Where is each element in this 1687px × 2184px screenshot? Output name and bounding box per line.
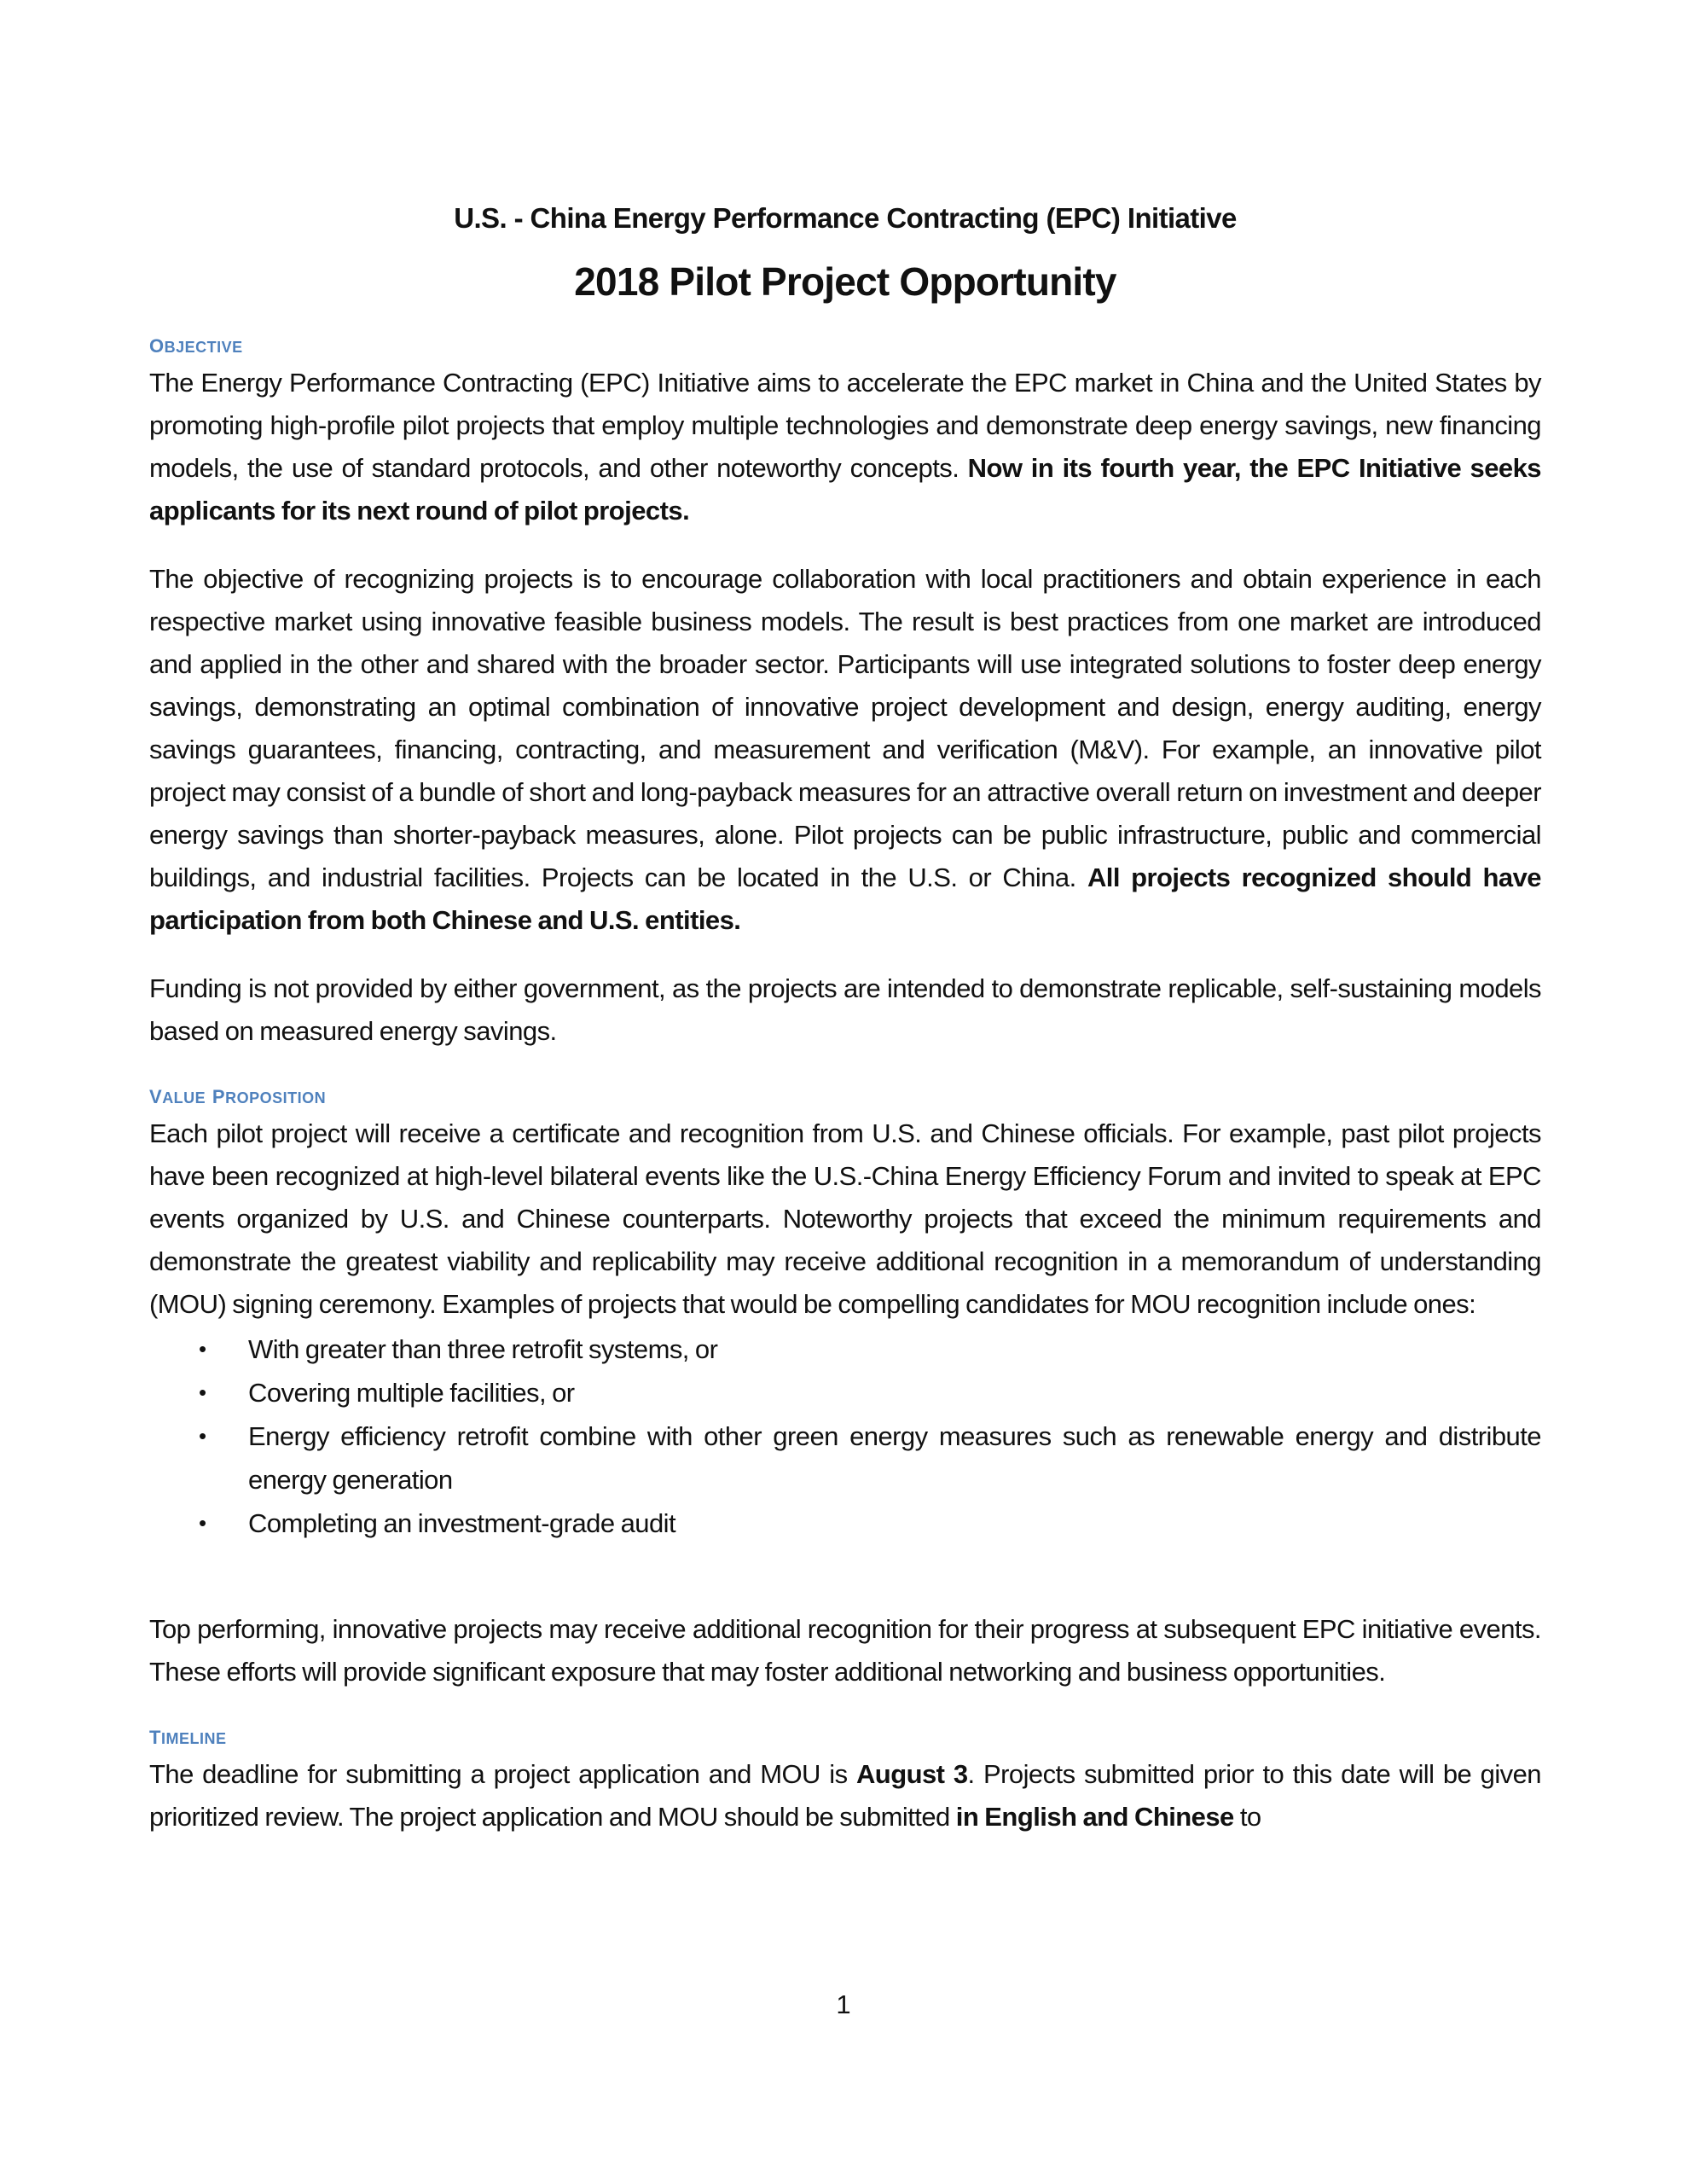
bullet-icon: •	[199, 1510, 206, 1536]
list-item	[149, 1327, 1541, 1371]
heading-word: value	[149, 1078, 206, 1109]
section-value-proposition	[149, 1078, 1541, 1693]
timeline-text-2: . Projects submitted prior to this date will be given prioritized review. The project application and MOU should be submitted	[149, 1759, 1541, 1832]
bullet-icon: •	[199, 1380, 206, 1405]
heading-word: proposition	[212, 1078, 327, 1109]
objective-paragraph-1-text: The Energy Performance Contracting (EPC) Initiative aims to accelerate the EPC market in China and the United States by promoting high-profile pilot projects that employ multiple technologies and demonstrate deep energy savings, new financing models, the use of standard protocols, and other noteworthy concepts.	[149, 368, 1541, 483]
list-item-text: Completing an investment-grade audit	[248, 1508, 676, 1538]
timeline-paragraph-1	[149, 1753, 1541, 1838]
section-heading-value-proposition	[149, 1078, 1541, 1111]
objective-paragraph-3: Funding is not provided by either government, as the projects are intended to demonstrate replicable, self-sustaining models based on measured energy savings.	[149, 973, 1541, 1046]
value-proposition-paragraph-1: Each pilot project will receive a certificate and recognition from U.S. and Chinese officials. For example, past pilot projects have been recognized at high-level bilateral events like the U.S.-China Energy Efficiency Forum and invited to speak at EPC events organized by U.S. and Chinese counterparts. Noteworthy projects that exceed the minimum requirements and demonstrate the greatest viability and replicability may receive additional recognition in a memorandum of understanding (MOU) signing ceremony. Examples of projects that would be compelling candidates for MOU recognition include ones:	[149, 1118, 1541, 1319]
document-page	[149, 195, 1541, 1864]
section-objective	[149, 328, 1541, 1053]
timeline-text-3: to	[1233, 1802, 1261, 1832]
objective-paragraph-2-bold: All projects recognized should have participation from both Chinese and U.S. entities.	[149, 863, 1541, 935]
list-item	[149, 1414, 1541, 1502]
value-proposition-paragraph-2: Top performing, innovative projects may receive additional recognition for their progress at subsequent EPC initiative events. These efforts will provide significant exposure that may foster additional networking and business opportunities.	[149, 1614, 1541, 1687]
list-item-text: Energy efficiency retrofit combine with other green energy measures such as renewable energy and distribute energy generation	[248, 1421, 1541, 1495]
objective-paragraph-2	[149, 558, 1541, 942]
document-subtitle: U.S. - China Energy Performance Contracting (EPC) Initiative	[454, 202, 1237, 234]
bullet-icon: •	[199, 1423, 206, 1449]
section-heading-timeline	[149, 1719, 1541, 1751]
mou-criteria-list	[149, 1327, 1541, 1545]
objective-paragraph-2-text: The objective of recognizing projects is to encourage collaboration with local practitioners and obtain experience in each respective market using innovative feasible business models. The result is best practices from one market are introduced and applied in the other and shared with the broader sector. Participants will use integrated solutions to foster deep energy savings, demonstrating an optimal combination of innovative project development and design, energy auditing, energy savings guarantees, financing, contracting, and measurement and verification (M&V). For example, an innovative pilot project may consist of a bundle of short and long-payback measures for an attractive overall return on investment and deeper energy savings than shorter-payback measures, alone. Pilot projects can be public infrastructure, public and commercial buildings, and industrial facilities. Projects can be located in the U.S. or China.	[149, 564, 1541, 892]
timeline-text-1: The deadline for submitting a project application and MOU is	[149, 1759, 856, 1789]
list-item	[149, 1502, 1541, 1545]
section-heading-objective	[149, 328, 1541, 360]
document-title: 2018 Pilot Project Opportunity	[574, 259, 1116, 304]
objective-paragraph-1	[149, 362, 1541, 532]
deadline-date: August 3	[855, 1759, 968, 1789]
list-item	[149, 1371, 1541, 1414]
list-item-text: With greater than three retrofit systems, or	[248, 1334, 718, 1364]
section-timeline	[149, 1719, 1541, 1838]
spacer	[149, 1545, 1541, 1608]
list-item-text: Covering multiple facilities, or	[248, 1378, 575, 1408]
language-requirement: in English and Chinese	[955, 1802, 1234, 1832]
page-number: 1	[836, 1989, 851, 2019]
bullet-icon: •	[199, 1336, 206, 1362]
heading-word: timeline	[149, 1719, 227, 1750]
objective-paragraph-1-bold: Now in its fourth year, the EPC Initiative seeks applicants for its next round of pilot projects.	[149, 453, 1541, 526]
heading-word: objective	[149, 328, 243, 358]
